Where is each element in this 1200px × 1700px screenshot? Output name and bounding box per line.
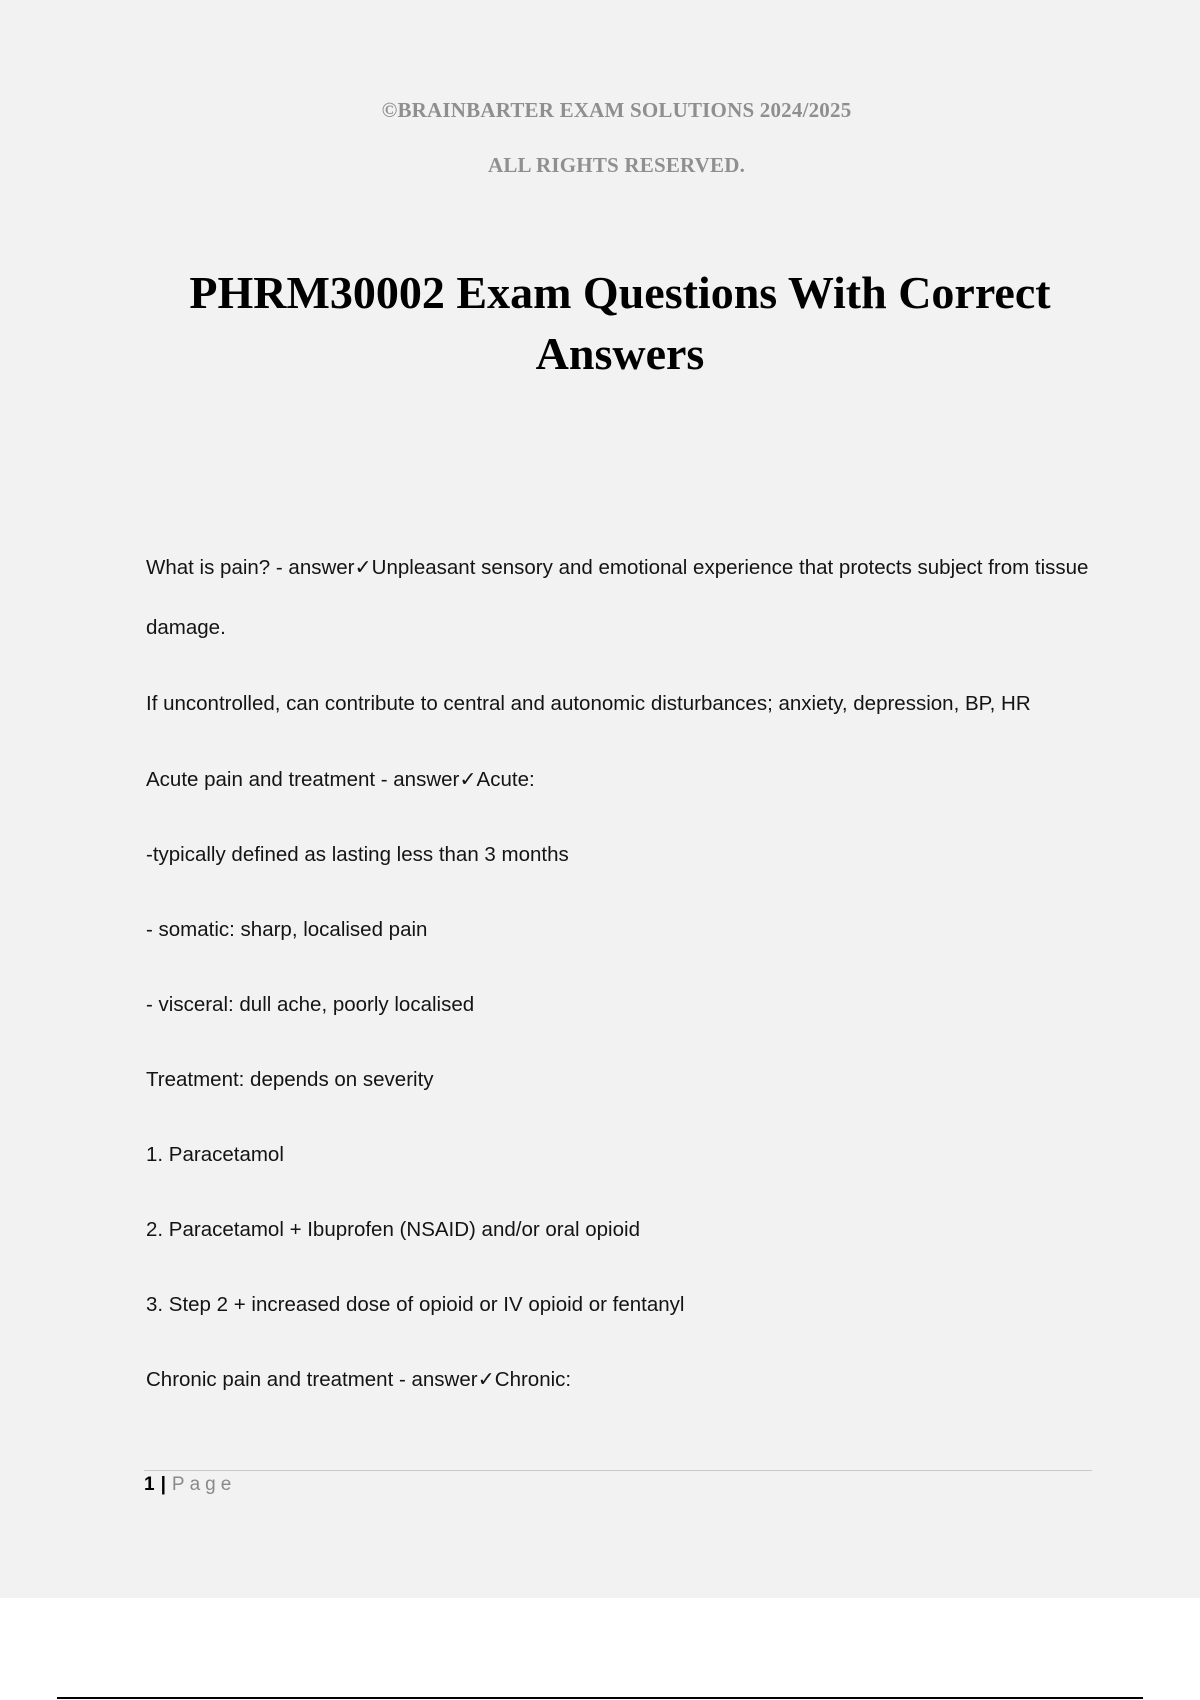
paragraph-uncontrolled-pain: If uncontrolled, can contribute to central and autonomic disturbances; anxiety, depression, BP, HR bbox=[146, 692, 1031, 715]
paragraph-what-is-pain: What is pain? - answer✓Unpleasant sensory and emotional experience that protects subject from tissue damage. bbox=[146, 556, 1095, 639]
document-body bbox=[146, 538, 1106, 1425]
page-number: 1 bbox=[144, 1474, 155, 1495]
page-footer bbox=[144, 1474, 236, 1496]
list-item: - somatic: sharp, localised pain bbox=[146, 918, 428, 941]
list-item: -typically defined as lasting less than 3 months bbox=[146, 843, 569, 866]
list-item: 3. Step 2 + increased dose of opioid or IV opioid or fentanyl bbox=[146, 1293, 685, 1316]
list-item: - visceral: dull ache, poorly localised bbox=[146, 993, 475, 1016]
page-label: Page bbox=[171, 1474, 237, 1495]
paragraph-acute-pain: Acute pain and treatment - answer✓Acute: bbox=[146, 768, 535, 791]
document-title: PHRM30002 Exam Questions With Correct Answers bbox=[189, 267, 1051, 379]
rights-reserved-header: ALL RIGHTS RESERVED. bbox=[487, 153, 746, 177]
next-page-divider bbox=[57, 1697, 1143, 1699]
footer-divider bbox=[144, 1470, 1092, 1471]
copyright-header: ©BRAINBARTER EXAM SOLUTIONS 2024/2025 bbox=[381, 98, 852, 122]
list-item: 1. Paracetamol bbox=[146, 1143, 284, 1166]
list-item: 2. Paracetamol + Ibuprofen (NSAID) and/or oral opioid bbox=[146, 1218, 640, 1241]
paragraph-treatment: Treatment: depends on severity bbox=[146, 1068, 434, 1091]
paragraph-chronic-pain: Chronic pain and treatment - answer✓Chronic: bbox=[146, 1368, 572, 1391]
page-separator: | bbox=[160, 1474, 166, 1495]
